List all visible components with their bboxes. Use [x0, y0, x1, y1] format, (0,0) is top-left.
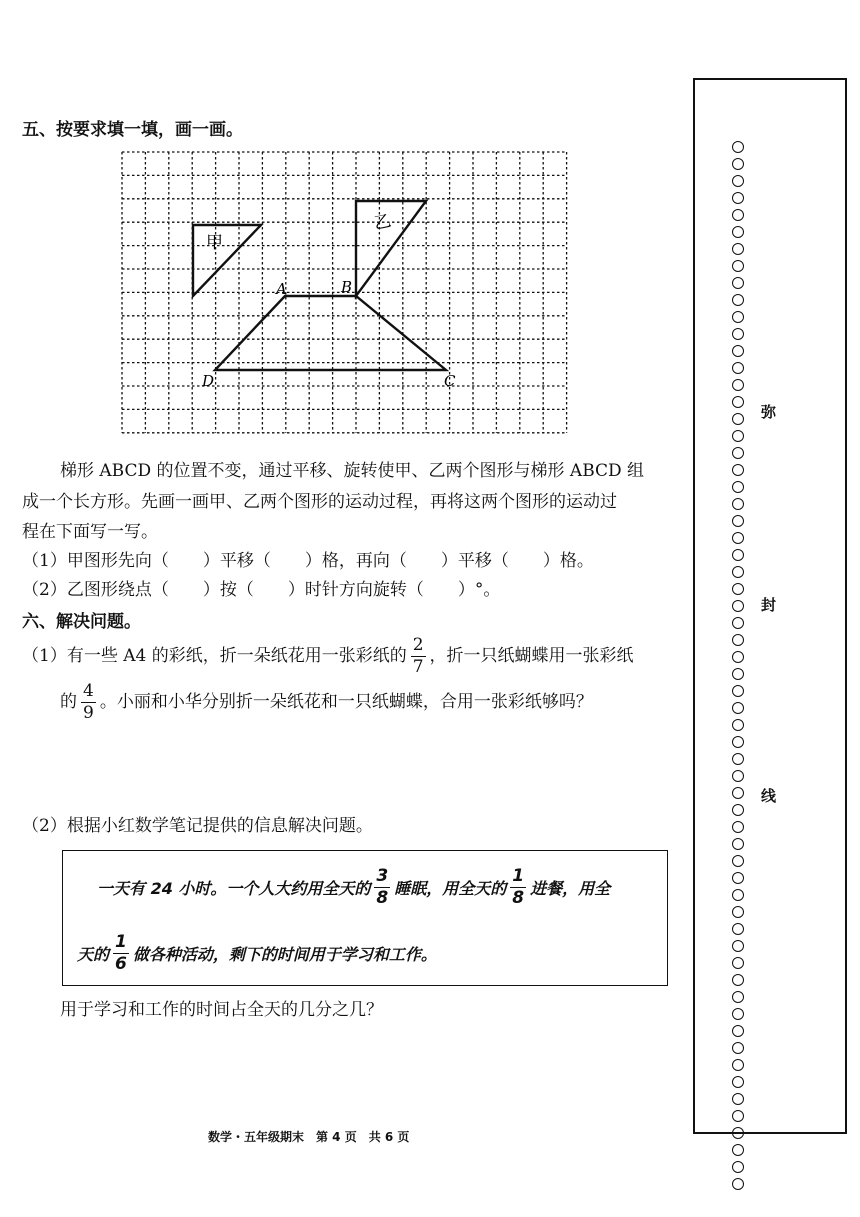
- binding-label-xian: 线: [759, 788, 777, 803]
- fraction-numerator: 4: [83, 680, 94, 701]
- binding-circle: [732, 719, 744, 731]
- section5-question1: （1）甲图形先向（ ）平移（ ）格，再向（ ）平移（ ）格。: [22, 551, 594, 571]
- binding-circle: [732, 311, 744, 323]
- problem1-line1: [22, 636, 634, 676]
- binding-circle: [732, 855, 744, 867]
- binding-circle: [732, 906, 744, 918]
- binding-circle: [732, 158, 744, 170]
- binding-circle: [732, 821, 744, 833]
- binding-circle: [732, 464, 744, 476]
- binding-circle: [732, 1076, 744, 1088]
- binding-circle: [732, 702, 744, 714]
- binding-circle: [732, 753, 744, 765]
- section5-desc-line3: 程在下面写一写。: [22, 522, 158, 542]
- fraction-denominator: 8: [376, 887, 389, 908]
- binding-circle: [732, 872, 744, 884]
- binding-circle: [732, 736, 744, 748]
- fraction-numerator: 1: [512, 865, 525, 886]
- binding-circle: [732, 600, 744, 612]
- fraction-numerator: 1: [115, 931, 127, 952]
- binding-circle: [732, 243, 744, 255]
- binding-circle: [732, 1008, 744, 1020]
- math-note-box: [62, 850, 668, 986]
- fraction-denominator: 7: [412, 656, 424, 677]
- binding-circle: [732, 345, 744, 357]
- shape-jia-triangle: [193, 225, 261, 296]
- fraction-four-ninths: [81, 680, 96, 723]
- problem1-text4: 。小丽和小华分别折一朵纸花和一只纸蝴蝶，合用一张彩纸够吗？: [99, 691, 593, 712]
- label-jia: 甲: [206, 233, 223, 253]
- note-line1: [97, 865, 610, 909]
- binding-circle: [732, 413, 744, 425]
- fraction-one-sixth: [113, 931, 129, 974]
- binding-circle: [732, 447, 744, 459]
- binding-circle: [732, 396, 744, 408]
- binding-circle: [732, 1059, 744, 1071]
- binding-circle: [732, 1127, 744, 1139]
- fraction-numerator: 3: [376, 865, 389, 886]
- fraction-denominator: 6: [115, 953, 127, 974]
- section6-title: 六、解决问题。: [22, 612, 141, 632]
- section5-desc-line2: 成一个长方形。先画一画甲、乙两个图形的运动过程，再将这两个图形的运动过: [22, 492, 617, 512]
- label-point-a: A: [276, 280, 287, 298]
- problem1-line2: [60, 682, 593, 722]
- binding-label-mi: 弥: [759, 404, 777, 419]
- shape-yi-triangle: [356, 201, 426, 296]
- section5-desc-line1: 梯形 ABCD 的位置不变，通过平移、旋转使甲、乙两个图形与梯形 ABCD 组: [60, 461, 645, 481]
- binding-circle: [732, 957, 744, 969]
- binding-circle: [732, 1025, 744, 1037]
- note-text5: 做各种活动，剩下的时间用于学习和工作。: [132, 944, 437, 964]
- binding-circle: [732, 192, 744, 204]
- binding-circle: [732, 515, 744, 527]
- binding-circle: [732, 617, 744, 629]
- problem1-text1: （1）有一些 A4 的彩纸，折一朵纸花用一张彩纸的: [22, 645, 407, 666]
- label-point-b: B: [341, 278, 353, 296]
- binding-circle: [732, 481, 744, 493]
- section5-question2: （2）乙图形绕点（ ）按（ ）时针方向旋转（ ）°。: [22, 580, 501, 600]
- binding-circle: [732, 141, 744, 153]
- binding-circle: [732, 566, 744, 578]
- problem2-intro: （2）根据小红数学笔记提供的信息解决问题。: [22, 816, 373, 836]
- binding-circle: [732, 923, 744, 935]
- binding-circle: [732, 787, 744, 799]
- note-text3: 进餐，用全: [530, 878, 611, 898]
- fraction-denominator: 8: [512, 887, 525, 908]
- fraction-three-eighths: [374, 865, 390, 908]
- fraction-denominator: 9: [83, 702, 94, 723]
- binding-circle: [732, 1144, 744, 1156]
- problem1-text3: 的: [60, 691, 77, 712]
- binding-circle: [732, 974, 744, 986]
- binding-circle: [732, 1042, 744, 1054]
- label-point-d: D: [202, 372, 215, 390]
- page-footer: 数学・五年级期末 第 4 页 共 6 页: [208, 1130, 410, 1144]
- section5-title: 五、按要求填一填，画一画。: [22, 120, 243, 140]
- binding-circle: [732, 583, 744, 595]
- binding-circle: [732, 634, 744, 646]
- problem1-text2: ，折一只纸蝴蝶用一张彩纸: [429, 645, 634, 666]
- fraction-one-eighth: [510, 865, 526, 908]
- binding-circle: [732, 1161, 744, 1173]
- trapezoid-abcd: [215, 296, 446, 370]
- fraction-numerator: 2: [412, 634, 424, 655]
- binding-circle: [732, 940, 744, 952]
- note-text1: 一天有 24 小时。一个人大约用全天的: [97, 878, 371, 898]
- binding-circle: [732, 277, 744, 289]
- binding-circle: [732, 498, 744, 510]
- binding-circle: [732, 651, 744, 663]
- binding-circle: [732, 260, 744, 272]
- binding-circle: [732, 770, 744, 782]
- binding-circle: [732, 294, 744, 306]
- note-line2: [77, 931, 437, 975]
- binding-circle-column: [732, 138, 744, 1192]
- problem2-question: 用于学习和工作的时间占全天的几分之几？: [60, 1000, 383, 1020]
- binding-circle: [732, 549, 744, 561]
- binding-circle: [732, 532, 744, 544]
- grid-figure: [118, 148, 574, 448]
- binding-circle: [732, 804, 744, 816]
- binding-circle: [732, 328, 744, 340]
- binding-circle: [732, 889, 744, 901]
- binding-circle: [732, 175, 744, 187]
- binding-circle: [732, 226, 744, 238]
- binding-circle: [732, 1093, 744, 1105]
- binding-circle: [732, 362, 744, 374]
- binding-label-feng: 封: [759, 597, 777, 612]
- binding-circle: [732, 379, 744, 391]
- binding-circle: [732, 209, 744, 221]
- binding-circle: [732, 1110, 744, 1122]
- label-point-c: C: [444, 372, 456, 390]
- note-text4: 天的: [77, 944, 110, 964]
- binding-circle: [732, 1178, 744, 1190]
- binding-circle: [732, 991, 744, 1003]
- note-text2: 睡眠，用全天的: [394, 878, 507, 898]
- binding-circle: [732, 668, 744, 680]
- binding-circle: [732, 685, 744, 697]
- label-yi: 乙: [372, 211, 394, 235]
- binding-circle: [732, 838, 744, 850]
- fraction-two-sevenths: [411, 634, 426, 677]
- binding-circle: [732, 430, 744, 442]
